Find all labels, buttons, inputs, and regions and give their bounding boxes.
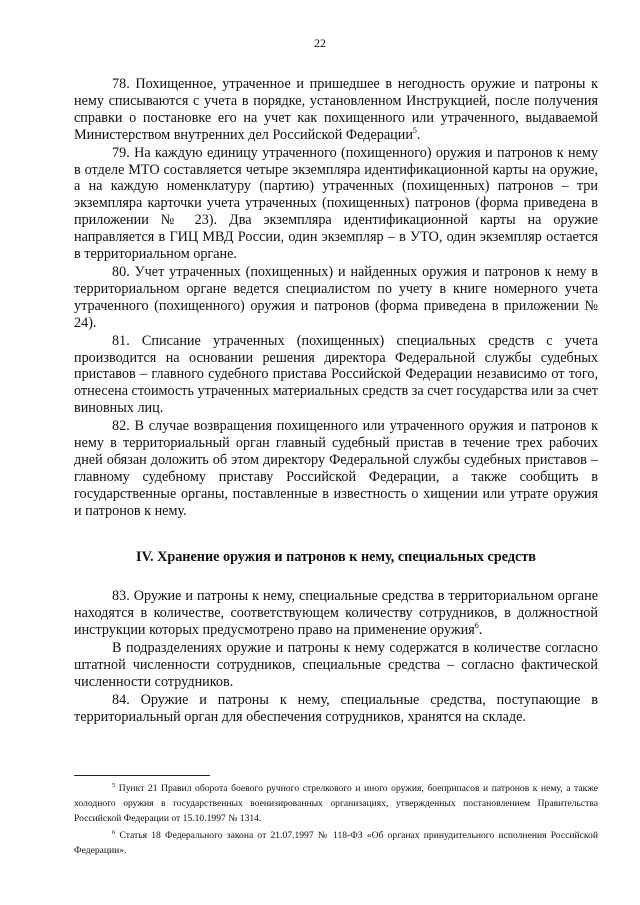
paragraph-80: 80. Учет утраченных (похищенных) и найденных оружия и патронов к нему в территориальном органе ведется специалистом по учету в книге номерного учета утраченного (похищенного) оружия и патронов (форма приведена в приложении № 24). [74,263,598,331]
footnote-separator [74,775,210,776]
paragraph-end: . [416,126,421,143]
page-number: 22 [314,36,326,50]
footnote-text: Пункт 21 Правил оборота боевого ручного стрелкового и иного оружия, боеприпасов и патронов к нему, а также холодного оружия в государственных военизированных организациях, утвержденных постановлением Правительства Российской Федерации от 15.10.1997 № 1314. [74,783,598,824]
paragraph-81: 81. Списание утраченных (похищенных) специальных средств с учета производится на основании решения директора Федеральной службы судебных приставов – главного судебного пристава Российской Федерации независимо от того, отнесена стоимость утраченных материальных средств за счет государства или за счет виновных лиц. [74,332,598,417]
paragraph-84: 84. Оружие и патроны к нему, специальные средства, поступающие в территориальный орган для обеспечения сотрудников, хранятся на складе. [74,691,598,725]
footnote-ref: 6 [474,621,479,631]
document-body [74,76,598,726]
paragraph-79: 79. На каждую единицу утраченного (похищенного) оружия и патронов к нему в отделе МТО составляется четыре экземпляра идентификационной карты на оружие, а на каждую номенклатуру (партию) утраченных (похищенных) патронов – три экземпляра карточки учета утраченных (похищенных) патронов (форма приведена в приложении № 23). Два экземпляра идентификационной карты на оружие направляется в ГИЦ МВД России, один экземпляр – в УТО, один экземпляр остается в территориальном органе. [74,144,598,263]
footnote-marker: 5 [112,782,116,789]
paragraph-82: 82. В случае возвращения похищенного или утраченного оружия и патронов к нему в территориальный орган главный судебный пристав в течение трех рабочих дней обязан доложить об этом директору Федеральной службы судебных приставов – главному судебному приставу Российской Федерации, а также сообщить в государственные органы, поставленные в известность о хищении или утрате оружия и патронов к нему. [74,418,598,519]
footnote-5 [74,781,598,826]
footnote-ref: 5 [412,125,417,135]
paragraph-text: 83. Оружие и патроны к нему, специальные средства в территориальном органе находятся в количестве, соответствующем количеству сотрудников, в должностной инструкции которых предусмотрено право на применение оружия [74,588,598,639]
paragraph-83-continued: В подразделениях оружие и патроны к нему содержатся в количестве согласно штатной численности сотрудников, специальные средства – согласно фактической численности сотрудников. [74,640,598,690]
footnotes [74,781,598,858]
paragraph-text: 78. Похищенное, утраченное и пришедшее в негодность оружие и патроны к нему списываются с учета в порядке, установленном Инструкцией, после получения справки о постановке его на учет как похищенного или утраченного, выдаваемой Министерством внутренних дел Российской Федерации [74,76,598,143]
footnote-text: Статья 18 Федерального закона от 21.07.1997 № 118-ФЗ «Об органах принудительного исполнения Российской Федерации». [74,830,598,856]
section-heading: IV. Хранение оружия и патронов к нему, специальных средств [136,548,536,565]
paragraph-83 [74,588,598,639]
footnote-marker: 6 [112,829,116,836]
paragraph-78 [74,76,598,144]
footnote-6 [74,828,598,858]
paragraph-end: . [478,622,483,639]
